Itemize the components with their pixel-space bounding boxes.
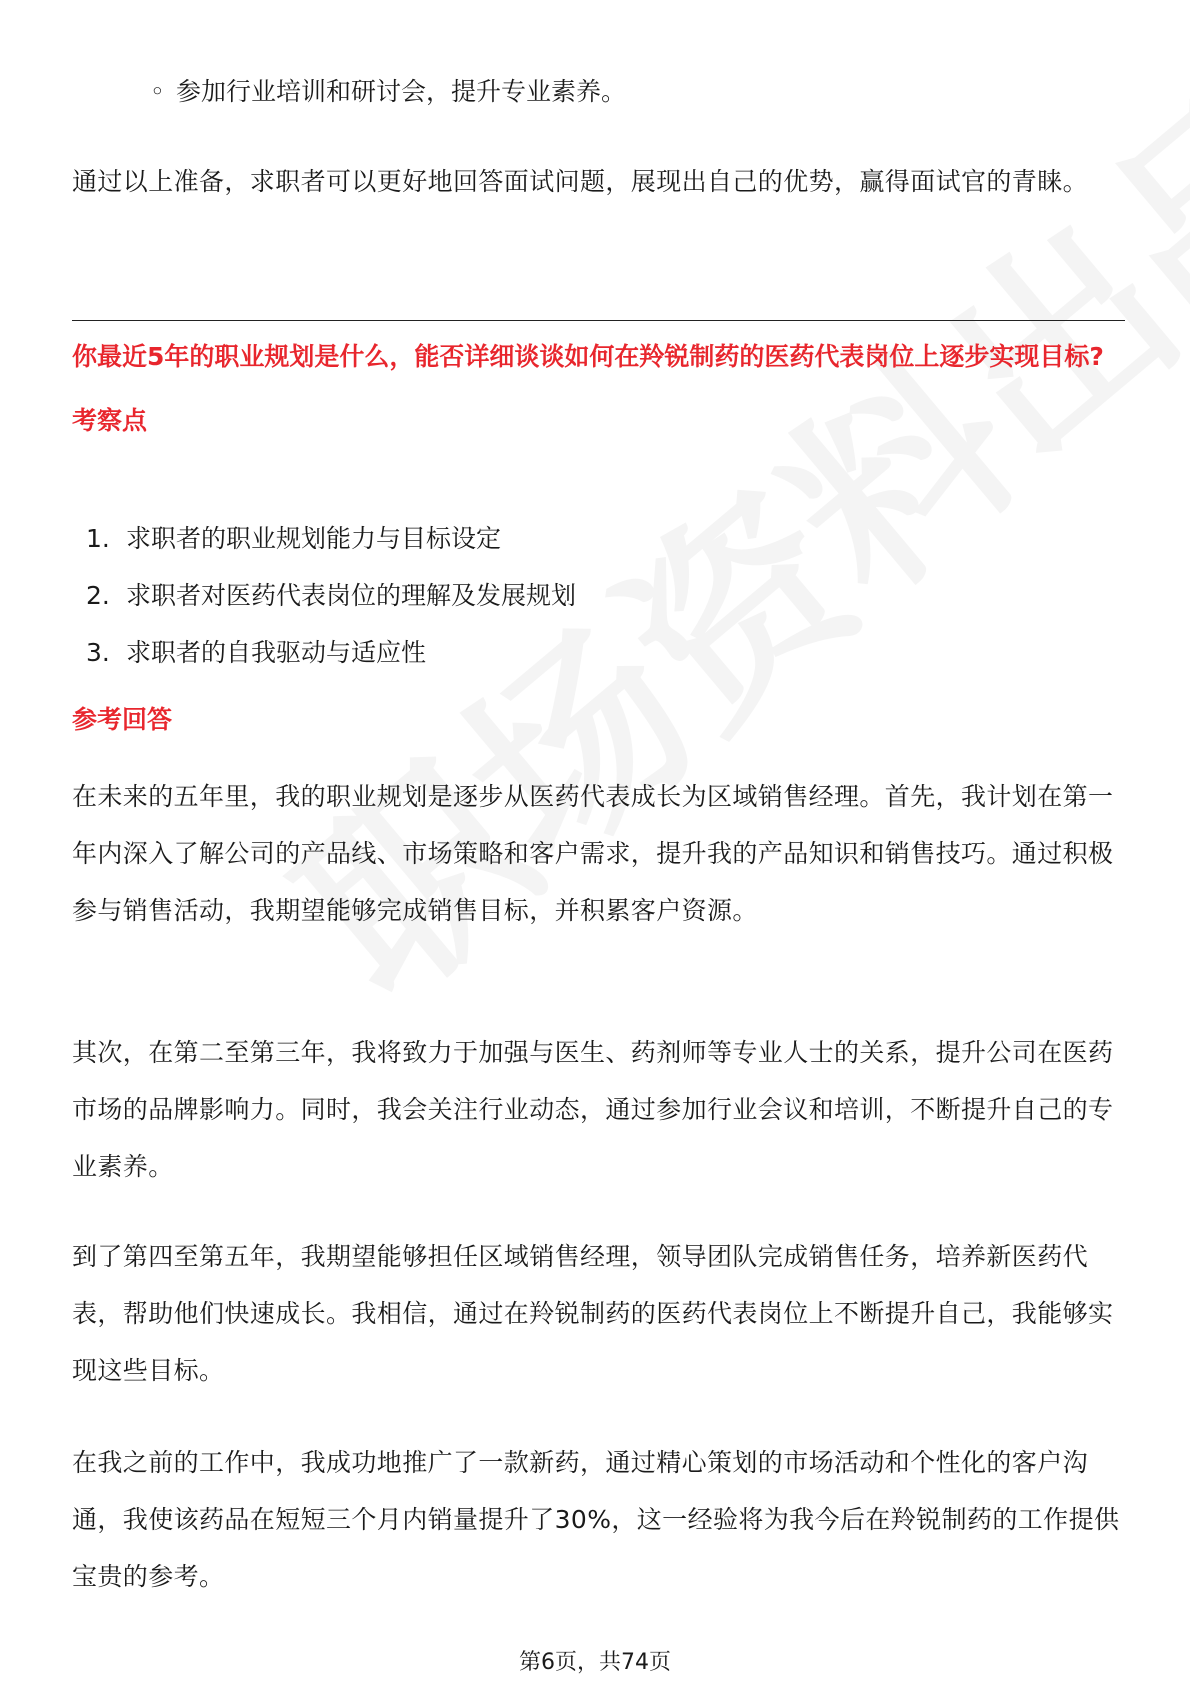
assessment-list [86, 510, 576, 681]
sub-bullet-text: 参加行业培训和研讨会，提升专业素养。 [176, 77, 627, 106]
list-item [86, 624, 576, 681]
hollow-bullet-icon: ◦ [150, 77, 165, 106]
list-item-text: 求职者对医药代表岗位的理解及发展规划 [126, 581, 577, 610]
answer-paragraph: 到了第四至第五年，我期望能够担任区域销售经理，领导团队完成销售任务，培养新医药代表，帮助他们快速成长。我相信，通过在羚锐制药的医药代表岗位上不断提升自己，我能够实现这些目标。 [72, 1242, 1114, 1385]
assessment-heading: 考察点 [72, 406, 148, 435]
page-footer: 第6页，共74页 [519, 1650, 671, 1675]
answer-paragraph: 其次，在第二至第三年，我将致力于加强与医生、药剂师等专业人士的关系，提升公司在医药市场的品牌影响力。同时，我会关注行业动态，通过参加行业会议和培训，不断提升自己的专业素养。 [72, 1038, 1114, 1181]
list-item [86, 510, 576, 567]
list-item-number: 3. [86, 638, 110, 667]
list-item-number: 2. [86, 581, 110, 610]
list-item-text: 求职者的自我驱动与适应性 [126, 638, 427, 667]
answer-paragraph: 在未来的五年里，我的职业规划是逐步从医药代表成长为区域销售经理。首先，我计划在第一年内深入了解公司的产品线、市场策略和客户需求，提升我的产品知识和销售技巧。通过积极参与销售活动，我期望能够完成销售目标，并积累客户资源。 [72, 782, 1114, 925]
list-item-number: 1. [86, 524, 110, 553]
intro-paragraph: 通过以上准备，求职者可以更好地回答面试问题，展现出自己的优势，赢得面试官的青睐。 [72, 167, 1089, 196]
sub-bullet-item [150, 72, 626, 112]
answer-paragraph: 在我之前的工作中，我成功地推广了一款新药，通过精心策划的市场活动和个性化的客户沟通，我使该药品在短短三个月内销量提升了30%，这一经验将为我今后在羚锐制药的工作提供宝贵的参考。 [72, 1448, 1120, 1591]
list-item [86, 567, 576, 624]
section-divider [72, 320, 1125, 321]
list-item-text: 求职者的职业规划能力与目标设定 [126, 524, 502, 553]
question-heading: 你最近5年的职业规划是什么，能否详细谈谈如何在羚锐制药的医药代表岗位上逐步实现目标? [72, 342, 1104, 371]
reference-answer-heading: 参考回答 [72, 705, 173, 734]
